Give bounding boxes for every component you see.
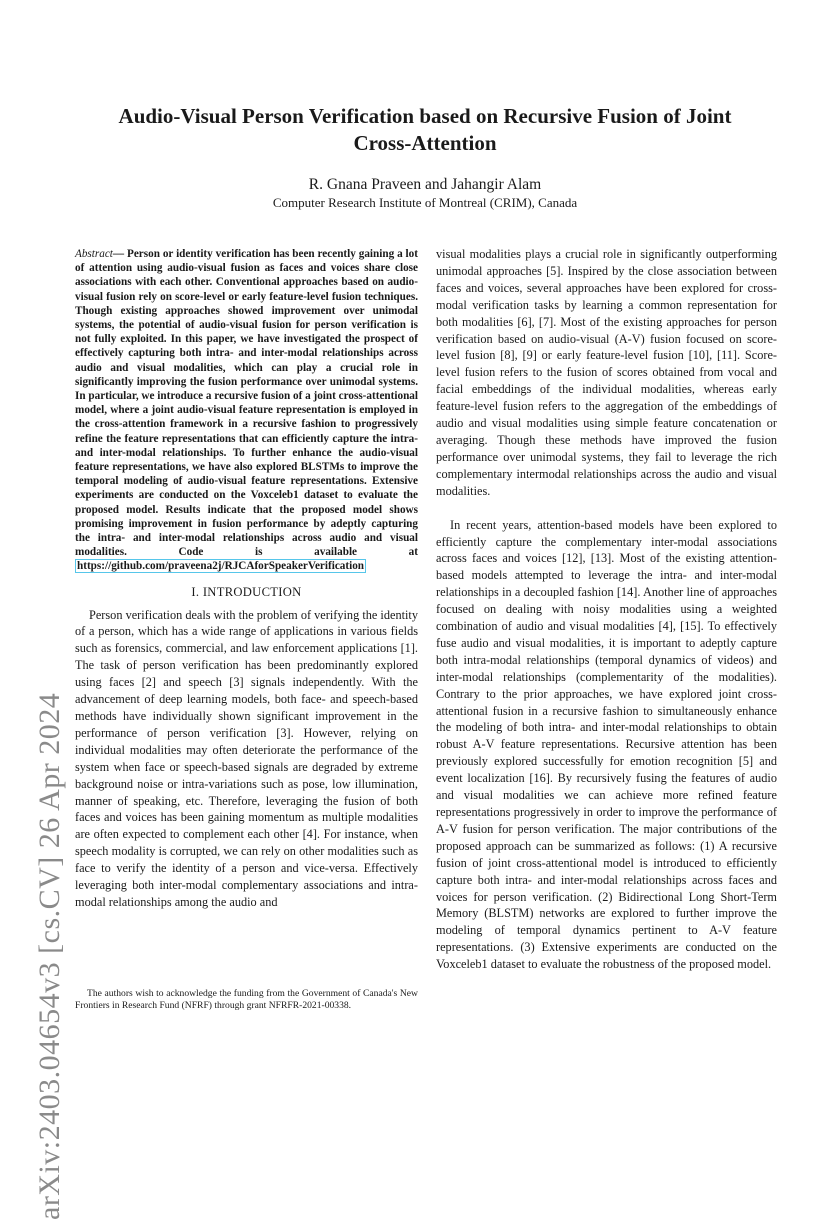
code-link[interactable]: https://github.com/praveena2j/RJCAforSpeakerVerification: [77, 560, 365, 573]
abstract-lead: Abstract: [75, 248, 113, 260]
paragraph-gap: [436, 500, 777, 517]
arxiv-identifier: arXiv:2403.04654v3 [cs.CV] 26 Apr 2024: [33, 692, 66, 1220]
funding-footnote: The authors wish to acknowledge the funding from the Government of Canada's New Frontiers in Research Fund (NFRF) through grant NFRFR-2021-00338.: [75, 988, 418, 1011]
abstract: [75, 247, 418, 574]
right-column: [436, 246, 777, 973]
intro-paragraph-attention: In recent years, attention-based models have been explored to efficiently capture the complementary inter-modal associations across faces and voices [12], [13]. Most of the existing attention-based models attempted to leverage the intra- and inter-modal relationships in a decoupled fashion [14]. Another line of approaches focused on dealing with noisy modalities using a weighted combination of audio and visual modalities [4], [15]. To effectively fuse audio and visual modalities, it is important to adeptly capture both intra-modal relationships (temporal dynamics of videos) and inter-modal relationships (complementarity of the modalities). Contrary to the prior approaches, we have explored joint cross-attentional fusion in a recursive fashion to simultaneously enhance the modeling of both intra- and inter-modal relationships to obtain robust A-V feature representations. Recursive attention has been previously explored successfully for emotion recognition [5] and event localization [16]. By recursively fusing the features of audio and visual modalities we can achieve more refined feature representations progressively in order to improve the performance of A-V fusion for person verification. The major contributions of the proposed approach can be summarized as follows: (1) A recursive fusion of joint cross-attentional model is introduced to efficiently capture both intra- and inter-modal relationships across faces and voices for person verification. (2) Bidirectional Long Short-Term Memory (BLSTM) networks are explored to further improve the modeling of temporal dynamics pertinent to A-V feature representations. (3) Extensive experiments are conducted on the Voxceleb1 dataset to evaluate the robustness of the proposed model.: [436, 517, 777, 972]
left-column: [75, 247, 418, 911]
footnote: [75, 988, 418, 1011]
intro-paragraph-continued: visual modalities plays a crucial role in significantly outperforming unimodal approaches [5]. Inspired by the close association between faces and voices, several approaches have been explored for cross-modal verification tasks by learning a common representation for both modalities [6], [7]. Most of the existing approaches for person verification based on audio-visual (A-V) fusion focused on score-level fusion [8], [9] or early feature-level fusion [10], [11]. Score-level fusion refers to the fusion of scores obtained from vocal and facial embeddings of the individual modalities, whereas early feature-level fusion refers to the aggregation of the embeddings of audio and visual modalities using simple feature concatenation or averaging. Though these methods have improved the fusion performance over unimodal systems, they fail to leverage the rich complementary intermodal relationships across the audio and visual modalities.: [436, 247, 777, 498]
paper-title: Audio-Visual Person Verification based on Recursive Fusion of Joint Cross-Attention: [118, 104, 732, 155]
section-heading-introduction: I. INTRODUCTION: [191, 584, 302, 599]
author-affiliation: Computer Research Institute of Montreal (CRIM), Canada: [272, 195, 578, 210]
paper-authors: R. Gnana Praveen and Jahangir Alam: [308, 176, 542, 193]
intro-paragraph: Person verification deals with the problem of verifying the identity of a person, which has a wide range of applications in various fields such as forensics, commercial, and law enforcement applications [1]. The task of person verification has been predominantly explored using faces [2] and speech [3] signals independently. With the advancement of deep learning models, both face- and speech-based methods have individually shown significant improvement in the performance of person verification [3]. However, relying on individual modalities may often deteriorate the performance of the system when face or speech-based signals are degraded by extreme background noise or intra-variations such as pose, low illumination, manner of speaking, etc. Therefore, leveraging the fusion of both faces and voices has been gaining momentum as multiple modalities are often expected to complement each other [4]. For instance, when speech modality is corrupted, we can rely on other modalities such as face to verify the identity of a person and vice-versa. Effectively leveraging both inter-modal complementary associations and intra-modal relationships among the audio and: [75, 607, 418, 909]
arxiv-sidebar: [14, 360, 66, 1220]
abstract-body: — Person or identity verification has been recently gaining a lot of attention using audio-visual fusion as faces and voices share close associations with each other. Conventional approaches based on audio-visual fusion rely on score-level or early feature-level fusion techniques. Though existing approaches showed improvement over unimodal systems, the potential of audio-visual fusion for person verification is not fully exploited. In this paper, we have investigated the prospect of effectively capturing both intra- and inter-modal relationships across audio and visual modalities, which can play a crucial role in significantly improving the fusion performance over unimodal systems. In particular, we introduce a recursive fusion of a joint cross-attentional model, where a joint audio-visual feature representation is employed in the cross-attention framework in a recursive fashion to progressively refine the feature representations that can efficiently capture the intra- and inter-modal relationships. To further enhance the audio-visual feature representations, we have also explored BLSTMs to improve the temporal modeling of audio-visual feature representations. Extensive experiments are conducted on the Voxceleb1 dataset to evaluate the proposed model. Results indicate that the proposed model shows promising improvement in fusion performance by adeptly capturing the intra- and inter-modal relationships across audio and visual modalities. Code is available at: [75, 248, 418, 559]
